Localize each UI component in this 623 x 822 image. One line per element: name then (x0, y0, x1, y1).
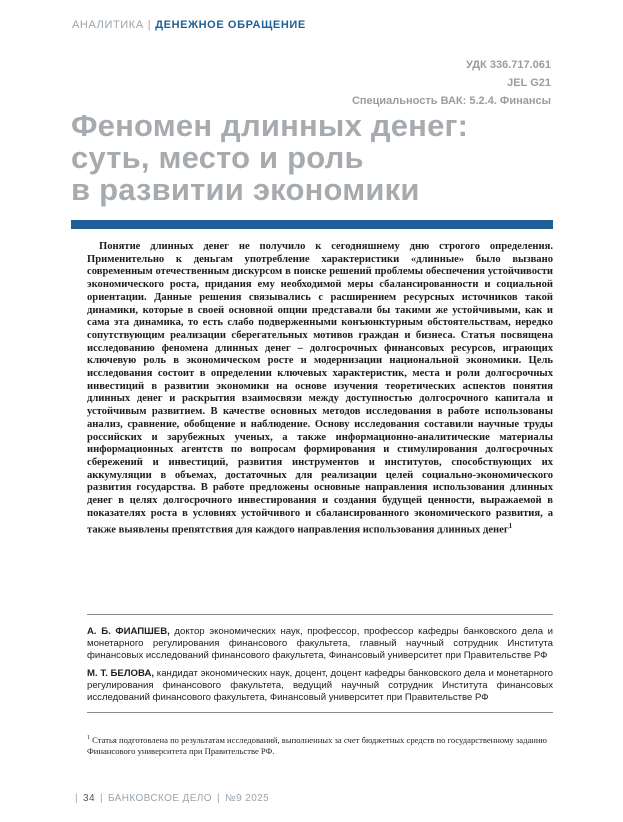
issue-year: 2025 (245, 793, 270, 804)
footnote-text: Статья подготовлена по результатам исследований, выполненных за счет бюджетных средств по государственному заданию Финансового университета при Правительстве РФ. (87, 734, 547, 756)
author-2-name: М. Т. БЕЛОВА, (87, 668, 155, 679)
classification-block (352, 56, 551, 110)
issue-number: №9 (224, 793, 243, 804)
header-separator: | (147, 19, 152, 31)
title-accent-bar (71, 220, 553, 229)
running-header (72, 19, 306, 31)
journal-name: БАНКОВСКОЕ ДЕЛО (107, 793, 212, 804)
vak-specialty: Специальность ВАК: 5.2.4. Финансы (351, 95, 551, 107)
header-topic: ДЕНЕЖНОЕ ОБРАЩЕНИЕ (155, 19, 306, 31)
title-line-3: в развитии экономики (71, 172, 420, 207)
abstract-footnote-mark: 1 (508, 522, 513, 531)
jel-code: JEL G21 (507, 77, 551, 89)
header-section: АНАЛИТИКА (72, 19, 144, 31)
page-footer: | 34 | БАНКОВСКОЕ ДЕЛО | №9 2025 (75, 793, 270, 804)
page-number: 34 (83, 793, 95, 804)
title-line-1: Феномен длинных денег: (71, 108, 469, 143)
divider-top (87, 614, 553, 615)
article-title (71, 110, 561, 206)
author-1-bio: доктор экономических наук, профессор, профессор кафедры банковского дела и монетарного регулирования финансового факультета, главный научный сотрудник Института финансовых исследований финансового факультета, Финансовый университет при Правительстве РФ (87, 626, 554, 661)
abstract-text: Понятие длинных денег не получило к сегодняшнему дню строгого определения. Применительно к деньгам употребление характеристики «длинные» было вызвано современным отечественным дискурсом в поиске решений проблемы обеспечения устойчивости экономического роста, придания ему необходимой меры сбалансированности и социальной ориентации. Данные решения связывались с расширением ресурсных источников такой динамики, которые в своей основной опции представали бы такими же устойчивыми, как и сама эта динамика, то есть слабо подверженными конъюнктурным обстоятельствам, нередко сопутствующим реализации сберегательных мотивов граждан и бизнеса. Статья посвящена исследованию феномена длинных денег – долгосрочных финансовых ресурсов, играющих ключевую роль в экономическом росте и модернизации национальной экономики. Цель исследования состоит в определении ключевых характеристик, места и роли долгосрочных инвестиций в развитии экономики на основе изучения теоретических аспектов понятия длинных денег и раскрытия взаимосвязи между доступностью долгосрочного капитала и устойчивым развитием. В качестве основных методов исследования в работе использованы анализ, сравнение, обобщение и наблюдение. Основу исследования составили научные труды российских и зарубежных ученых, а также информационно-аналитические материалы информационных агентств по вопросам формирования и стимулирования долгосрочных сбережений и инвестиций, развития инструментов и институтов, способствующих их аккумуляции в объемах, достаточных для реализации целей социально-экономического развития государства. В работе предложены основные направления использования длинных денег в целях долгосрочного инвестирования и создания будущей ценности, выражаемой в показателях роста в условиях устойчивого и сбалансированного экономического развития, а также выявлены препятствия для каждого направления использования длинных денег (87, 241, 553, 536)
udk-code: УДК 336.717.061 (465, 59, 551, 71)
author-2 (87, 668, 553, 703)
footnote-mark: 1 (87, 735, 90, 741)
title-line-2: суть, место и роль (71, 140, 364, 175)
author-1-name: А. Б. ФИАПШЕВ, (87, 626, 170, 637)
divider-bottom (87, 712, 553, 713)
author-1 (87, 626, 553, 661)
footnote (87, 733, 553, 757)
author-2-bio: кандидат экономических наук, доцент, доцент кафедры банковского дела и монетарного регулирования финансового факультета, ведущий научный сотрудник Института финансовых исследований финансового факультета, Финансовый университет при Правительстве РФ (87, 668, 553, 703)
abstract (87, 241, 553, 538)
